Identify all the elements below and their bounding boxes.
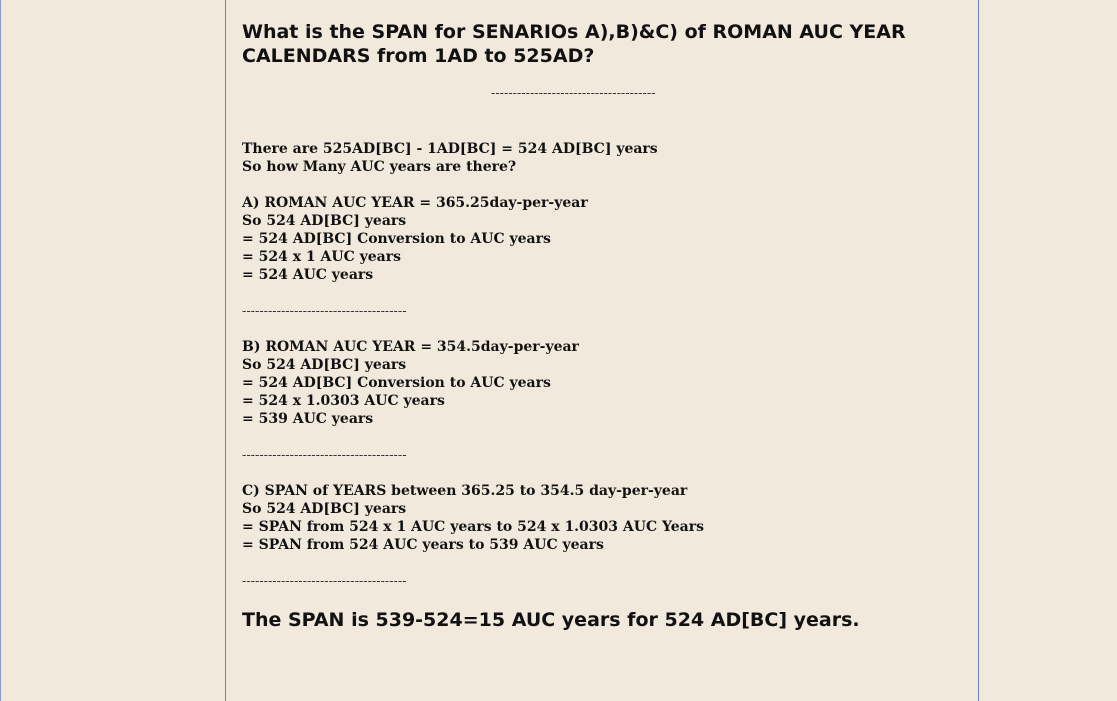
section-b-line: = 524 AD[BC] Conversion to AUC years (242, 375, 551, 391)
section-divider: -------------------------------------- (242, 574, 407, 588)
section-b-line: B) ROMAN AUC YEAR = 354.5day-per-year (242, 339, 579, 355)
content-column (225, 0, 979, 701)
intro-line: So how Many AUC years are there? (242, 159, 517, 175)
article-body (242, 140, 704, 590)
section-b-line: = 539 AUC years (242, 411, 374, 427)
section-a-line: A) ROMAN AUC YEAR = 365.25day-per-year (242, 195, 588, 211)
section-b-line: So 524 AD[BC] years (242, 357, 407, 373)
section-a-line: = 524 AUC years (242, 267, 374, 283)
section-c-line: C) SPAN of YEARS between 365.25 to 354.5 day-per-year (242, 483, 688, 499)
intro-line: There are 525AD[BC] - 1AD[BC] = 524 AD[BC] years (242, 141, 658, 157)
section-c-line: = SPAN from 524 x 1 AUC years to 524 x 1.0303 AUC Years (242, 519, 704, 535)
section-c-line: = SPAN from 524 AUC years to 539 AUC years (242, 537, 604, 553)
page-title: What is the SPAN for SENARIOs A),B)&C) of ROMAN AUC YEAR CALENDARS from 1AD to 525AD? (242, 21, 906, 67)
section-a-line: = 524 AD[BC] Conversion to AUC years (242, 231, 551, 247)
section-a-line: = 524 x 1 AUC years (242, 249, 401, 265)
section-divider: -------------------------------------- (242, 448, 407, 462)
conclusion: The SPAN is 539-524=15 AUC years for 524 AD[BC] years. (242, 609, 860, 631)
section-divider: -------------------------------------- (242, 304, 407, 318)
title-divider: -------------------------------------- (491, 86, 656, 100)
section-b-line: = 524 x 1.0303 AUC years (242, 393, 445, 409)
article (242, 20, 962, 631)
section-a-line: So 524 AD[BC] years (242, 213, 407, 229)
section-c-line: So 524 AD[BC] years (242, 501, 407, 517)
